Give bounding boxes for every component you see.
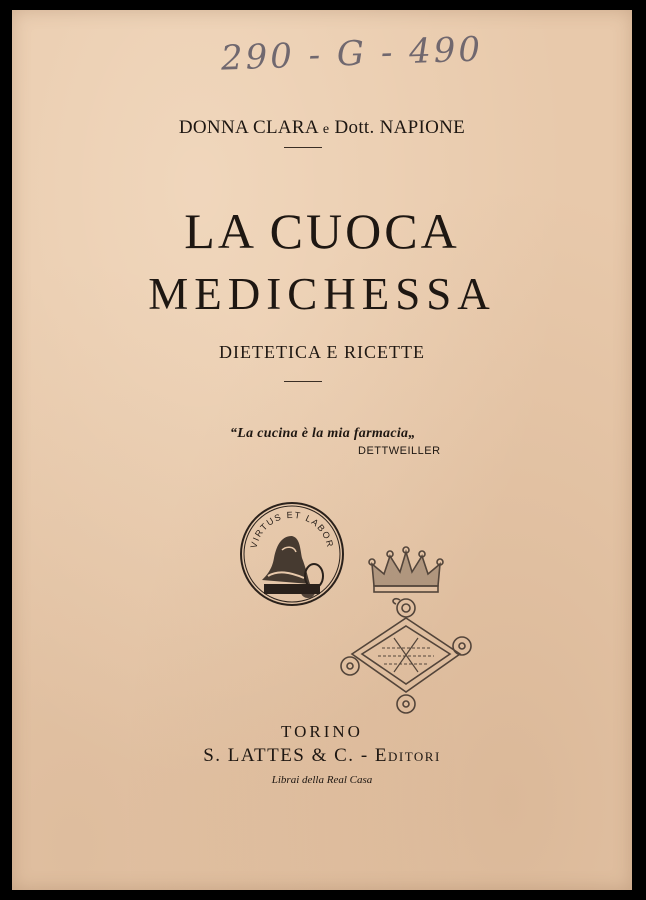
title-line-2: MEDICHESSA (148, 269, 496, 319)
imprint-note: Librai della Real Casa (271, 774, 373, 786)
title-page (12, 10, 632, 890)
author-title-prefix: Dott. (334, 117, 375, 138)
authors-line (12, 117, 632, 139)
crown-library-stamp (338, 542, 474, 722)
author-conjunction: e (322, 122, 330, 137)
divider-middle (284, 381, 322, 382)
imprint-publisher (12, 745, 632, 767)
title-line-1: LA CUOCA (184, 203, 460, 259)
handwritten-shelfmark: 290 - G - 490 (220, 29, 484, 79)
publisher-name: S. LATTES & C. (203, 745, 355, 766)
epigraph-quote: “La cucina è la mia farmacia„ (230, 426, 416, 441)
round-stamp (238, 500, 346, 608)
stamp-motto: VIRTUS ET LABOR (248, 509, 336, 550)
divider-top (284, 147, 322, 148)
epigraph-author: DETTWEILLER (358, 445, 441, 457)
imprint-place: TORINO (281, 722, 363, 741)
crown-library-stamp-icon (341, 547, 471, 713)
author-second: NAPIONE (379, 117, 466, 138)
bell-emblem-icon (262, 536, 323, 598)
subtitle: DIETETICA E RICETTE (219, 342, 425, 362)
publisher-dash: - (360, 745, 375, 766)
publisher-suffix: Editori (374, 745, 441, 766)
author-first: DONNA CLARA (178, 117, 318, 138)
